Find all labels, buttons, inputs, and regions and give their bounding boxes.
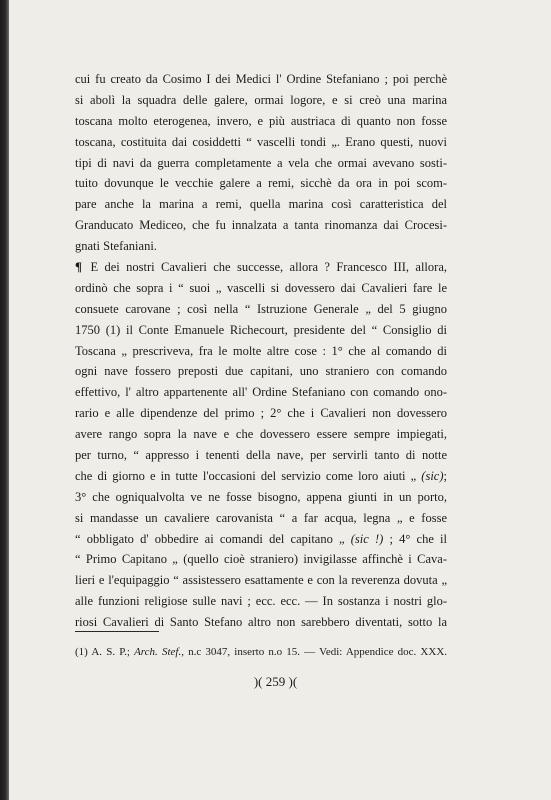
text-line: ogni nave fossero preposti due capitani, uno straniero con comando (75, 364, 447, 379)
text-line: ordinò che sopra i “ suoi „ vascelli si dovessero dai Cavalieri fare le (75, 280, 447, 295)
text-line: rario e alle dipendenze del primo ; 2° che i Cavalieri non dovessero (75, 406, 447, 421)
text-line: 1750 (1) il Conte Emanuele Richecourt, presidente del “ Consiglio di (75, 322, 447, 337)
sic-annotation: (sic) (421, 468, 444, 483)
text-line: 3° che ogniqualvolta ve ne fosse bisogno, appena giunti in un porto, (75, 489, 447, 504)
text-line: avere rango sopra la nave e che dovessero essere sempre impiegati, (75, 427, 447, 442)
paragraph-start-line (75, 257, 447, 278)
text-span: che di giorno e in tutte l'occasioni del servizio come loro aiuti „ (75, 468, 417, 483)
text-span: ; 4° che il (389, 531, 447, 546)
pilcrow-icon: ¶ (75, 259, 83, 275)
text-span: “ obbligato d' obbedire ai comandi del capitano „ (75, 531, 345, 546)
text-line: tipi di navi da guerra completamente a vela che ormai avevano sosti- (75, 155, 447, 170)
text-line: toscana molto eterogenea, invero, e più austriaca di quanto non fosse (75, 113, 447, 128)
text-line: Granducato Mediceo, che fu innalzata a tanta rinomanza dai Crocesi- (75, 218, 447, 233)
text-line: si mandasse un cavaliere carovanista “ a far acqua, legna „ e fosse (75, 510, 447, 525)
page-number: )( 259 )( (253, 674, 298, 689)
text-line: si abolì la squadra delle galere, ormai logore, e si creò una marina (75, 92, 447, 107)
text-line: tuito dovunque le vecchie galere a remi, sicchè da ora in poi scom- (75, 176, 447, 191)
text-line: cui fu creato da Cosimo I dei Medici l' Ordine Stefaniano ; poi perchè (75, 72, 447, 86)
text-line: lieri e l'equipaggio “ assistessero esattamente e con la reverenza dovuta „ (75, 573, 447, 588)
text-line: gnati Stefaniani. (75, 239, 157, 254)
text-line (75, 466, 447, 487)
text-line: pare anche la marina a remi, quella marina così caratteristica del (75, 197, 447, 212)
text-line: consuete carovane ; così nella “ Istruzione Generale „ del 5 giugno (75, 301, 447, 316)
text-line (75, 529, 447, 550)
footnote-ref: (1) A. S. P.; (75, 646, 130, 658)
text-line: per turno, “ appresso i tenenti della nave, per servirli tanto di notte (75, 448, 447, 463)
text-line: toscana, costituita dai cosiddetti “ vascelli tondi „. Erano questi, nuovi (75, 134, 447, 149)
text-line: effettivo, l' altro appartenente all' Ordine Stefaniano con comando ono- (75, 385, 447, 400)
text-span: ; (443, 468, 447, 483)
footnote-text: n.c 3047, inserto n.o 15. — Vedi: Appendice doc. XXX. (188, 646, 448, 658)
text-line: “ Primo Capitano „ (quello cioè straniero) invigilasse affinchè i Cava- (75, 552, 447, 567)
footnote-italic: Arch. Stef., (134, 646, 184, 658)
footnote-divider (75, 631, 159, 632)
text-line: riosi Cavalieri di Santo Stefano altro non sarebbero diventati, sotto la (75, 615, 447, 630)
text-line: alle funzioni religiose sulle navi ; ecc. ecc. — In sostanza i nostri glo- (75, 594, 447, 609)
sic-annotation: (sic !) (350, 531, 384, 546)
footnote (75, 644, 447, 660)
body-text (75, 69, 447, 633)
text-line: Toscana „ prescriveva, fra le molte altre cose : 1° che al comando di (75, 343, 447, 358)
text-span: E dei nostri Cavalieri che successe, allora ? Francesco III, allora, (90, 260, 447, 275)
